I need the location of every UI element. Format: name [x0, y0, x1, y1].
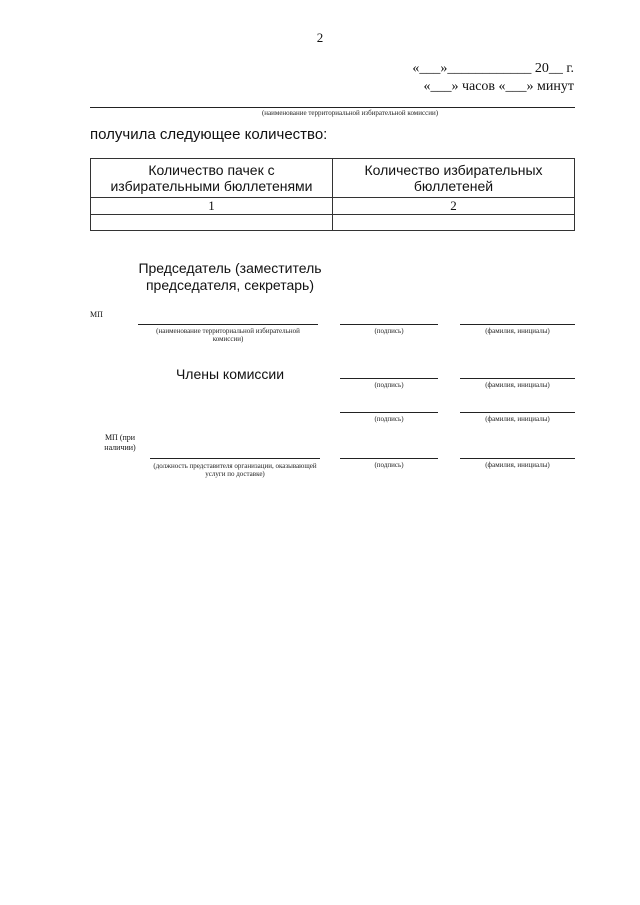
members-title: Члены комиссии	[175, 366, 285, 382]
member1-name-line	[460, 378, 575, 379]
delivery-org-line	[150, 458, 320, 459]
page-number: 2	[316, 30, 324, 45]
time-line: «___» часов «___» минут	[423, 79, 574, 94]
table-number-row	[91, 198, 575, 215]
chairman-signature-line	[340, 324, 438, 325]
commission-name-caption: (наименование территориальной избирательной комиссии)	[261, 109, 439, 117]
member2-signature-caption: (подпись)	[374, 415, 404, 423]
chairman-title: Председатель (заместитель председателя, секретарь)	[138, 260, 322, 293]
delivery-name-caption: (фамилия, инициалы)	[485, 461, 550, 469]
mp-optional-label: МП (при наличии)	[104, 433, 136, 452]
chairman-name-line	[460, 324, 575, 325]
table-row	[91, 215, 575, 231]
chairman-org-caption: (наименование территориальной избирательной комиссии)	[156, 327, 300, 343]
delivery-org-caption: (должность представителя организации, оказывающей услуги по доставке)	[153, 462, 317, 478]
chairman-name-caption: (фамилия, инициалы)	[485, 327, 550, 335]
header-packs: Количество пачек с избирательными бюллетенями	[91, 159, 333, 198]
member2-name-line	[460, 412, 575, 413]
mp-label: МП	[90, 310, 103, 319]
commission-name-line	[90, 107, 575, 108]
delivery-name-line	[460, 458, 575, 459]
delivery-signature-caption: (подпись)	[374, 461, 404, 469]
member2-signature-line	[340, 412, 438, 413]
member2-name-caption: (фамилия, инициалы)	[485, 415, 550, 423]
column-number-1: 1	[91, 198, 333, 215]
member1-signature-caption: (подпись)	[374, 381, 404, 389]
chairman-org-line	[138, 324, 318, 325]
value-packs-cell	[91, 215, 333, 231]
date-line: «___»____________ 20__ г.	[412, 61, 574, 76]
column-number-2: 2	[333, 198, 575, 215]
chairman-signature-caption: (подпись)	[374, 327, 404, 335]
delivery-signature-line	[340, 458, 438, 459]
header-ballots: Количество избирательных бюллетеней	[333, 159, 575, 198]
value-ballots-cell	[333, 215, 575, 231]
received-text: получила следующее количество:	[90, 126, 328, 143]
table-header-row	[91, 159, 575, 198]
member1-name-caption: (фамилия, инициалы)	[485, 381, 550, 389]
member1-signature-line	[340, 378, 438, 379]
quantity-table	[90, 158, 575, 231]
